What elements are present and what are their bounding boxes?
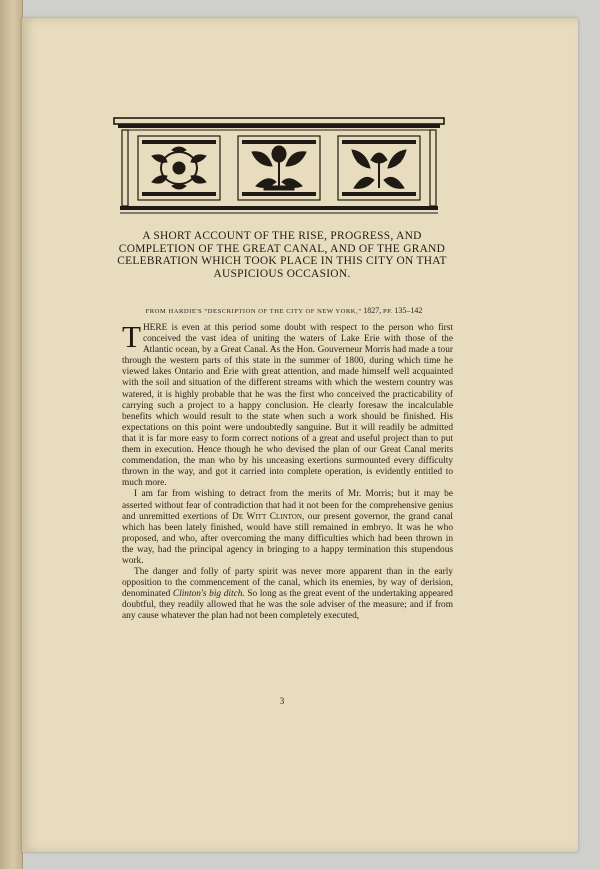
source-year: 1827, — [363, 306, 382, 315]
ornamental-header-icon — [112, 116, 446, 226]
paragraph-3-text-b: So long as the great event of the undertaking appeared doubtful, they readily allowed that he was the sole adviser of the measure; and if from any cause whatever the plan had not been completely executed, — [122, 589, 453, 622]
paragraph-2 — [122, 489, 453, 567]
paragraph-1 — [122, 319, 453, 489]
source-pages-label: PP. — [382, 308, 393, 315]
clinton-name: De Witt Clinton — [232, 511, 302, 522]
page-number: 3 — [279, 696, 285, 706]
body-text — [122, 319, 453, 623]
paragraph-2-text-b: , our present governor, the grand canal which has been lately finished, would have still remained in embryo. It was he who proposed, and who, after overcoming the many difficulties which had been thrown in the way, had the principal agency in bringing to a happy termination this stupendous work. — [122, 511, 453, 566]
paragraph-3-text-a: The danger and folly of party spirit was never more apparent than in the early opposition to the commencement of the canal, which its enemies, by way of derision, denominated — [122, 567, 453, 600]
paragraph-1-text: is even at this period some doubt with respect to the person who first conceived the vast idea of uniting the waters of Lake Erie with those of the Atlantic ocean, by a Great Canal. As the Hon. Gouverneur Morris had made a tour through the western parts of this state in the summer of 1800, during which time he viewed lakes Ontario and Erie with great attention, and made himself well acquainted with the soil and situation of the different streams with which the western country was watered, it is highly probable that he was the first who conceived the practicability of carrying such a project to a happy conclusion. He clearly foresaw the incalculable benefits which would result to the state when such a work should be finished. His expectations on this point were undoubtedly sanguine. But it will readily be admitted that it is far more easy to form correct notions of a great and useful project than to put them in execution. Hence though he who devised the plan of our Great Canal merits commendation, the man who by his unceasing exertions surmounted every difficulty thrown in the way, and got it carried into complete operation, is evidently entitled to much more. — [122, 323, 453, 489]
paragraph-2-text-a: I am far from wishing to detract from the merits of Mr. Morris; but it may be asserted without fear of contradiction that had it not been for the comprehensive genius and unremitted exertions of — [122, 489, 453, 522]
chapter-title: A SHORT ACCOUNT OF THE RISE, PROGRESS, AND COMPLETION OF THE GREAT CANAL, AND OF THE GRAND CELEBRATION WHICH TOOK PLACE IN THIS CITY ON THAT AUSPICIOUS OCCASION. — [117, 230, 447, 280]
source-prefix: FROM HARDIE'S “DESCRIPTION OF THE CITY OF NEW YORK,” — [145, 308, 362, 315]
source-pages: 135–142 — [394, 306, 423, 315]
paragraph-1-lead: HERE — [142, 323, 168, 333]
drop-cap: T — [122, 319, 141, 354]
book-page — [22, 18, 578, 852]
paragraph-3 — [122, 567, 453, 622]
source-citation — [119, 306, 449, 316]
facing-page-edge — [0, 0, 23, 869]
big-ditch-phrase: Clinton's big ditch. — [172, 589, 245, 600]
